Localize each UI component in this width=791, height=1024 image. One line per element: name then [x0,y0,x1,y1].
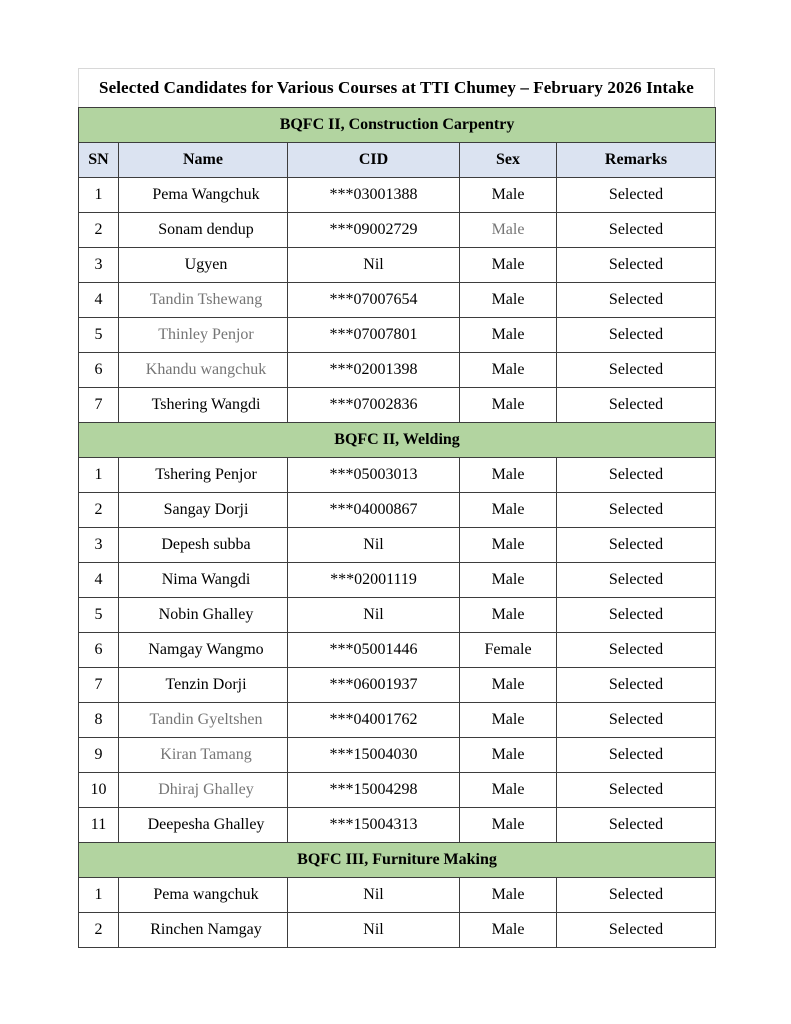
cell-sn: 2 [79,213,119,248]
cell-sex: Male [460,808,557,843]
cell-remarks: Selected [557,703,716,738]
cell-name: Namgay Wangmo [119,633,288,668]
table-row [79,808,716,843]
cell-remarks: Selected [557,528,716,563]
cell-cid: ***05001446 [288,633,460,668]
cell-cid: ***09002729 [288,213,460,248]
cell-sn: 7 [79,388,119,423]
table-row [79,388,716,423]
column-header-cid: CID [288,143,460,178]
cell-name: Tandin Gyeltshen [119,703,288,738]
table-row [79,353,716,388]
document-page [78,68,715,948]
cell-cid: ***06001937 [288,668,460,703]
candidates-table-body [79,108,716,948]
column-header-remarks: Remarks [557,143,716,178]
table-row [79,213,716,248]
cell-name: Thinley Penjor [119,318,288,353]
cell-sex: Male [460,563,557,598]
cell-sn: 1 [79,178,119,213]
cell-remarks: Selected [557,773,716,808]
section-header: BQFC II, Construction Carpentry [79,108,716,143]
table-row [79,283,716,318]
cell-sn: 6 [79,633,119,668]
section-header: BQFC III, Furniture Making [79,843,716,878]
column-header-row [79,143,716,178]
cell-sn: 10 [79,773,119,808]
table-row [79,563,716,598]
cell-remarks: Selected [557,318,716,353]
cell-name: Pema Wangchuk [119,178,288,213]
cell-cid: Nil [288,248,460,283]
table-row [79,668,716,703]
cell-name: Rinchen Namgay [119,913,288,948]
cell-cid: Nil [288,913,460,948]
cell-sex: Male [460,878,557,913]
cell-sn: 4 [79,563,119,598]
cell-sn: 1 [79,458,119,493]
cell-sn: 6 [79,353,119,388]
cell-name: Sonam dendup [119,213,288,248]
cell-sex: Male [460,213,557,248]
cell-cid: ***07007801 [288,318,460,353]
cell-sn: 11 [79,808,119,843]
cell-sn: 4 [79,283,119,318]
cell-sex: Male [460,353,557,388]
cell-sex: Male [460,668,557,703]
cell-sn: 5 [79,598,119,633]
table-row [79,703,716,738]
cell-remarks: Selected [557,213,716,248]
cell-cid: ***15004313 [288,808,460,843]
cell-sn: 3 [79,528,119,563]
cell-remarks: Selected [557,808,716,843]
cell-cid: ***03001388 [288,178,460,213]
table-row [79,913,716,948]
cell-sex: Male [460,738,557,773]
cell-cid: ***15004298 [288,773,460,808]
cell-name: Khandu wangchuk [119,353,288,388]
cell-name: Tandin Tshewang [119,283,288,318]
table-row [79,248,716,283]
cell-name: Tshering Wangdi [119,388,288,423]
cell-remarks: Selected [557,668,716,703]
cell-remarks: Selected [557,633,716,668]
cell-remarks: Selected [557,353,716,388]
cell-name: Depesh subba [119,528,288,563]
table-row [79,458,716,493]
cell-cid: ***04000867 [288,493,460,528]
cell-sex: Male [460,528,557,563]
cell-sex: Male [460,283,557,318]
cell-remarks: Selected [557,178,716,213]
cell-name: Tenzin Dorji [119,668,288,703]
cell-sex: Male [460,388,557,423]
cell-name: Kiran Tamang [119,738,288,773]
cell-sex: Male [460,773,557,808]
cell-name: Tshering Penjor [119,458,288,493]
table-row [79,598,716,633]
table-row [79,633,716,668]
cell-cid: ***05003013 [288,458,460,493]
cell-name: Sangay Dorji [119,493,288,528]
cell-cid: ***04001762 [288,703,460,738]
cell-name: Dhiraj Ghalley [119,773,288,808]
cell-remarks: Selected [557,563,716,598]
cell-sn: 8 [79,703,119,738]
cell-cid: ***02001398 [288,353,460,388]
table-row [79,878,716,913]
cell-sn: 2 [79,493,119,528]
cell-name: Nima Wangdi [119,563,288,598]
cell-sn: 5 [79,318,119,353]
cell-remarks: Selected [557,248,716,283]
table-row [79,738,716,773]
cell-name: Pema wangchuk [119,878,288,913]
column-header-sn: SN [79,143,119,178]
cell-sex: Male [460,458,557,493]
cell-remarks: Selected [557,738,716,773]
cell-sn: 1 [79,878,119,913]
table-row [79,318,716,353]
cell-sex: Male [460,493,557,528]
cell-sex: Male [460,318,557,353]
cell-sex: Male [460,913,557,948]
cell-name: Ugyen [119,248,288,283]
table-row [79,493,716,528]
cell-cid: ***07007654 [288,283,460,318]
cell-sn: 3 [79,248,119,283]
cell-remarks: Selected [557,878,716,913]
cell-cid: Nil [288,878,460,913]
cell-sn: 7 [79,668,119,703]
cell-sex: Male [460,178,557,213]
column-header-name: Name [119,143,288,178]
cell-cid: Nil [288,528,460,563]
cell-remarks: Selected [557,458,716,493]
table-row [79,178,716,213]
column-header-sex: Sex [460,143,557,178]
cell-name: Deepesha Ghalley [119,808,288,843]
section-header: BQFC II, Welding [79,423,716,458]
cell-sn: 2 [79,913,119,948]
page-title: Selected Candidates for Various Courses at TTI Chumey – February 2026 Intake [78,68,715,107]
cell-cid: ***15004030 [288,738,460,773]
cell-sex: Male [460,248,557,283]
cell-name: Nobin Ghalley [119,598,288,633]
cell-remarks: Selected [557,388,716,423]
cell-cid: ***02001119 [288,563,460,598]
cell-remarks: Selected [557,913,716,948]
table-row [79,528,716,563]
cell-cid: Nil [288,598,460,633]
cell-remarks: Selected [557,598,716,633]
cell-sex: Male [460,703,557,738]
cell-cid: ***07002836 [288,388,460,423]
candidates-table [78,107,716,948]
cell-sn: 9 [79,738,119,773]
table-row [79,773,716,808]
cell-sex: Male [460,598,557,633]
cell-remarks: Selected [557,283,716,318]
cell-sex: Female [460,633,557,668]
cell-remarks: Selected [557,493,716,528]
